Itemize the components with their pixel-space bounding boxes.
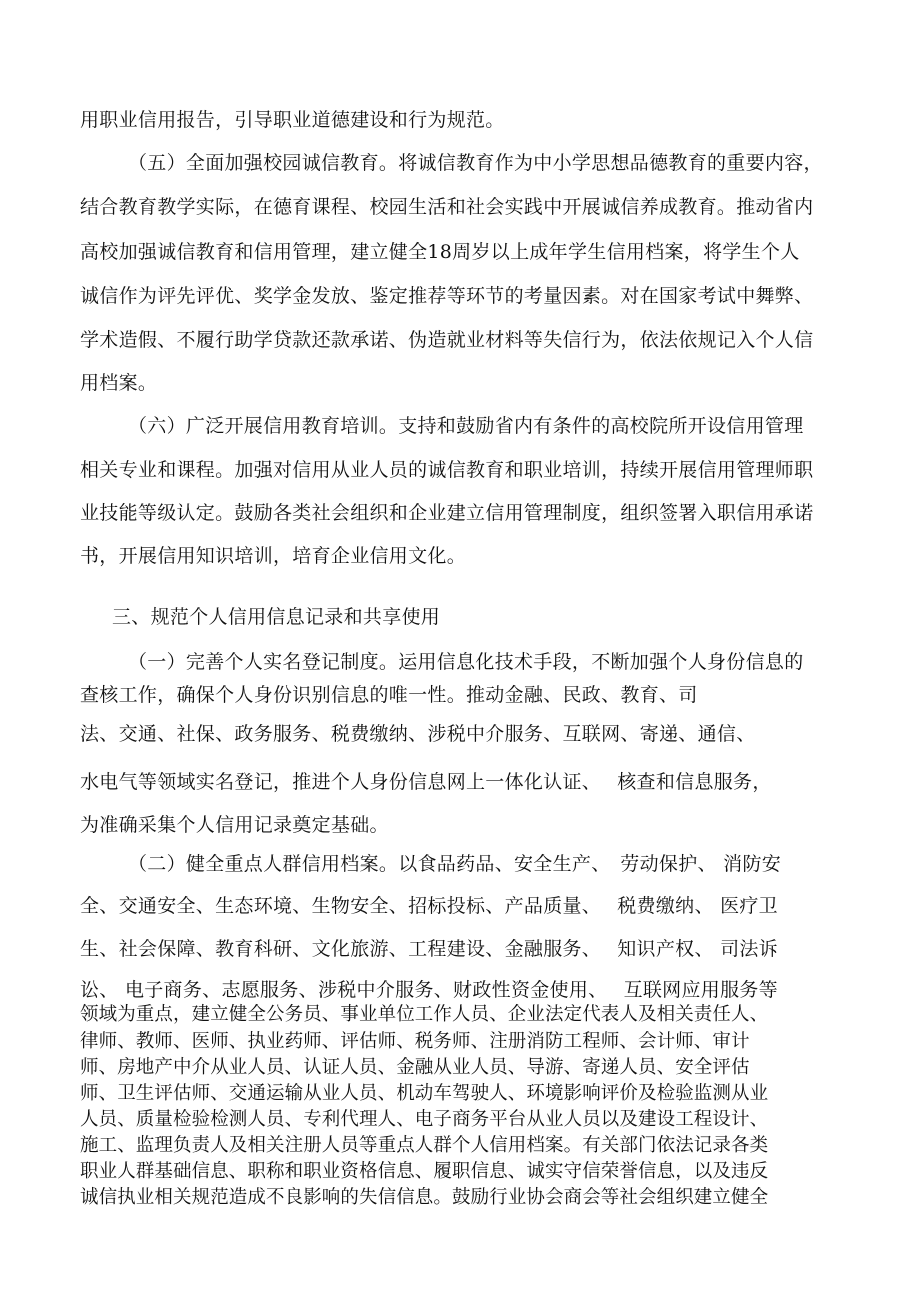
text-line: 施工、监理负责人及相关注册人员等重点人群个人信用档案。有关部门依法记录各类 (80, 1135, 769, 1156)
text-line: 诚信作为评先评优、奖学金发放、鉴定推荐等环节的考量因素。对在国家考试中舞弊、 (80, 285, 814, 307)
text-line: 用职业信用报告，引导职业道德建设和行为规范。 (80, 109, 505, 131)
text-line: 人员、质量检验检测人员、专利代理人、电子商务平台从业人员以及建设工程设计、 (80, 1109, 769, 1130)
text-line: 师、卫生评估师、交通运输从业人员、机动车驾驶人、环境影响评价及检验监测从业 (80, 1083, 769, 1104)
paragraph-6-first-line: （六）广泛开展信用教育培训。支持和鼓励省内有条件的高校院所开设信用管理 (128, 415, 804, 437)
text-line: 律师、教师、医师、执业药师、评估师、税务师、注册消防工程师、会计师、审计 (80, 1031, 750, 1052)
text-line: 法、交通、社保、政务服务、税费缴纳、涉税中介服务、互联网、寄递、通信、 (80, 723, 756, 745)
text-line: 相关专业和课程。加强对信用从业人员的诚信教育和职业培训，持续开展信用管理师职 (80, 459, 814, 481)
paragraph-5-first-line: （五）全面加强校园诚信教育。将诚信教育作为中小学思想品德教育的重要内容， (128, 152, 823, 174)
text-line: 全、交通安全、生态环境、生物安全、招标投标、产品质量、 税费缴纳、 医疗卫 (80, 895, 778, 917)
text-line: 师、房地产中介从业人员、认证人员、金融从业人员、导游、寄递人员、安全评估 (80, 1057, 750, 1078)
text-line: 学术造假、不履行助学贷款还款承诺、伪造就业材料等失信行为，依法依规记入个人信 (80, 329, 814, 351)
text-line: 生、社会保障、教育科研、文化旅游、工程建设、金融服务、 知识产权、 司法诉 (80, 938, 778, 960)
text-line: 查核工作，确保个人身份识别信息的唯一性。推动金融、民政、教育、司 (80, 684, 698, 706)
section-heading: 三、规范个人信用信息记录和共享使用 (112, 606, 441, 628)
text-line: 高校加强诚信教育和信用管理，建立健全18周岁以上成年学生信用档案，将学生个人 (80, 241, 800, 263)
paragraph-2-first-line: （二）健全重点人群信用档案。以食品药品、安全生产、 劳动保护、 消防安 (128, 853, 782, 875)
text-line: 诚信执业相关规范造成不良影响的失信信息。鼓励行业协会商会等社会组织建立健全 (80, 1187, 769, 1208)
text-line: 职业人群基础信息、职称和职业资格信息、履职信息、诚实守信荣誉信息，以及违反 (80, 1161, 769, 1182)
text-line: 书，开展信用知识培训，培育企业信用文化。 (80, 545, 467, 567)
paragraph-1-first-line: （一）完善个人实名登记制度。运用信息化技术手段，不断加强个人身份信息的 (128, 651, 804, 673)
text-line: 结合教育教学实际，在德育课程、校园生活和社会实践中开展诚信养成教育。推动省内 (80, 196, 814, 218)
text-line: 业技能等级认定。鼓励各类社会组织和企业建立信用管理制度，组织签署入职信用承诺 (80, 502, 814, 524)
text-line: 用档案。 (80, 372, 158, 394)
text-line: 为准确采集个人信用记录奠定基础。 (80, 814, 389, 836)
text-line: 讼、 电子商务、志愿服务、涉税中介服务、财政性资金使用、 互联网应用服务等 (80, 979, 778, 1001)
text-line: 领域为重点，建立健全公务员、事业单位工作人员、企业法定代表人及相关责任人、 (80, 1004, 769, 1025)
text-line: 水电气等领域实名登记，推进个人身份信息网上一体化认证、 核查和信息服务， (80, 771, 772, 793)
